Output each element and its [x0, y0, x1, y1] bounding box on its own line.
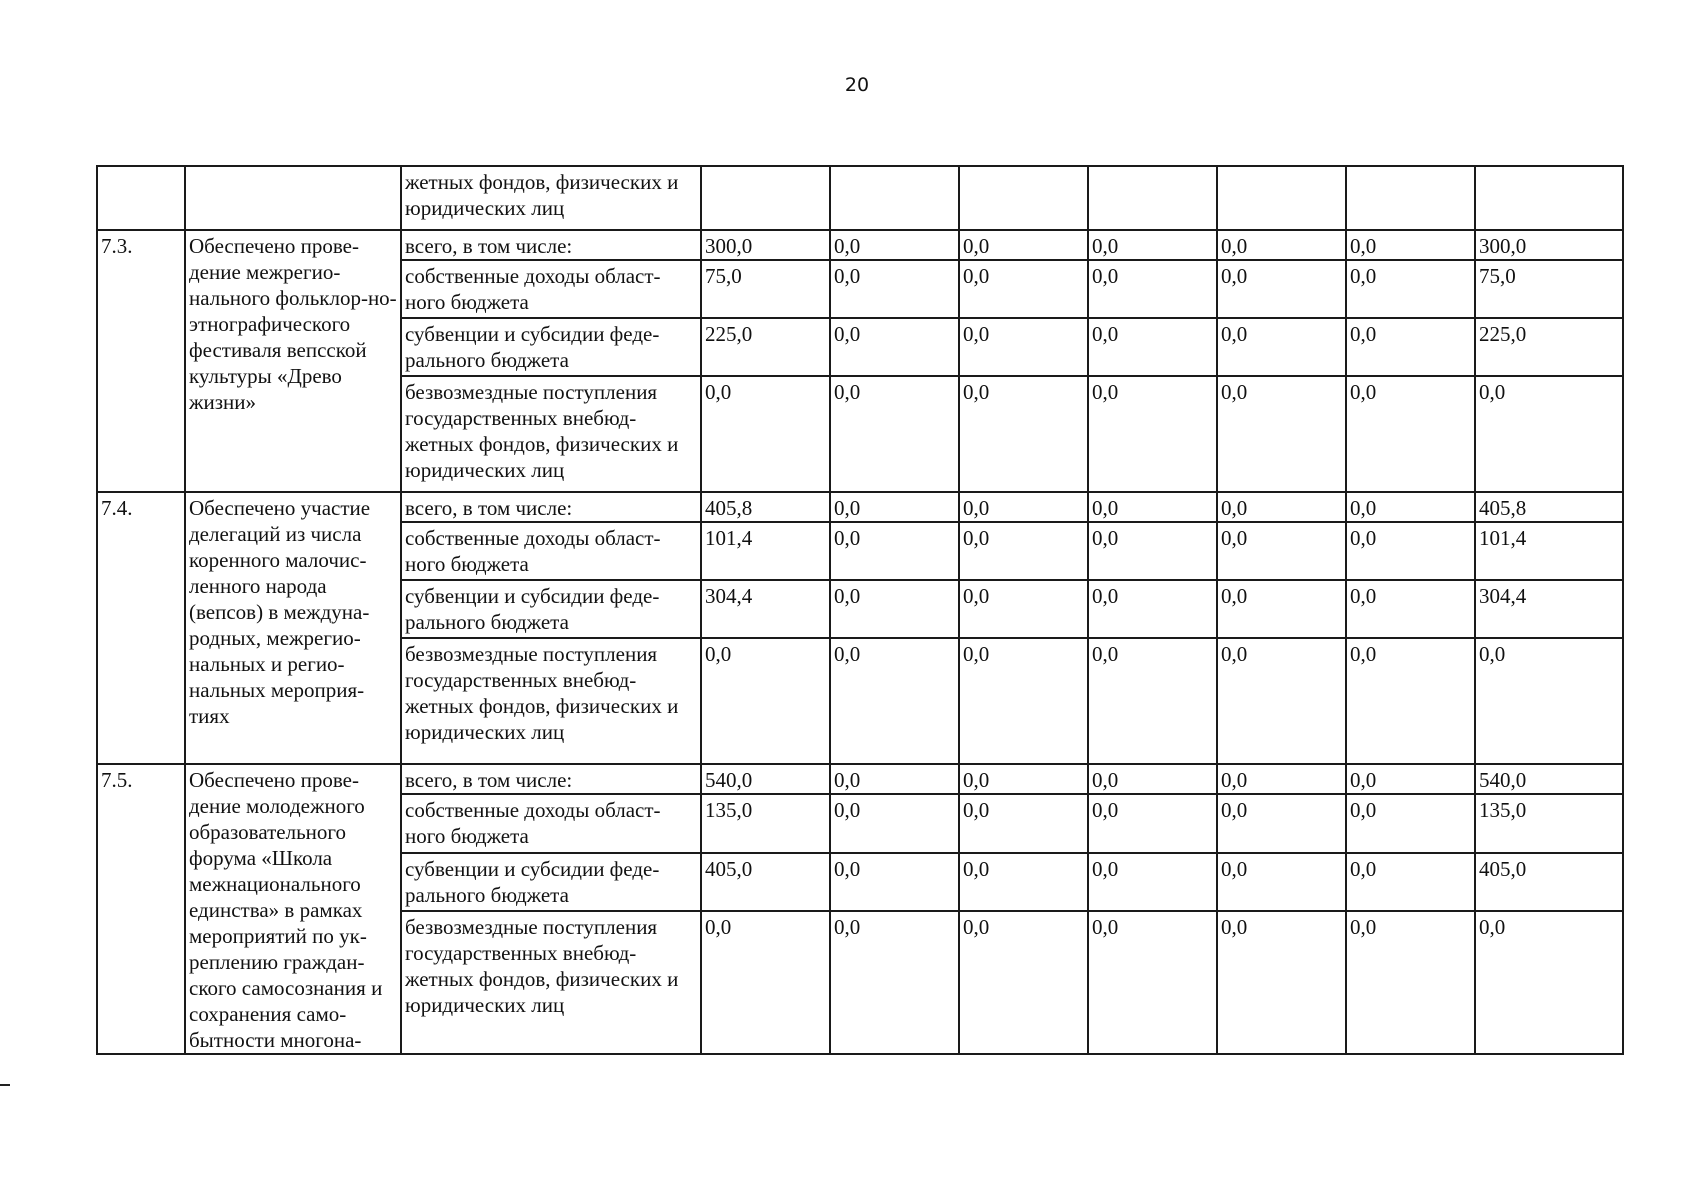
value-cell: 0,0 — [1217, 230, 1346, 260]
funding-source: собственные доходы област-ного бюджета — [401, 522, 701, 580]
value-cell: 0,0 — [1217, 376, 1346, 492]
value-cell: 135,0 — [701, 794, 830, 852]
value-cell: 300,0 — [701, 230, 830, 260]
value-cell: 0,0 — [1346, 522, 1475, 580]
value-cell: 0,0 — [1346, 853, 1475, 911]
value-cell: 0,0 — [1088, 318, 1217, 376]
value-cell: 0,0 — [1217, 911, 1346, 1054]
activity-name: Обеспечено участие делегаций из числа коренного малочис-ленного народа (вепсов) в междуна-родных, межрегио-нальных и регио-нальных мероприя-тиях — [185, 492, 401, 764]
value-cell: 0,0 — [1475, 376, 1623, 492]
value-cell: 0,0 — [1346, 376, 1475, 492]
value-cell: 0,0 — [1217, 853, 1346, 911]
item-number: 7.5. — [97, 764, 185, 1054]
funding-source: всего, в том числе: — [401, 492, 701, 522]
funding-source: собственные доходы област-ного бюджета — [401, 794, 701, 852]
value-cell — [830, 166, 959, 230]
value-cell — [701, 166, 830, 230]
value-cell: 0,0 — [830, 638, 959, 764]
value-cell: 304,4 — [1475, 580, 1623, 638]
value-cell: 0,0 — [1346, 492, 1475, 522]
value-cell: 0,0 — [1088, 853, 1217, 911]
value-cell: 0,0 — [701, 911, 830, 1054]
value-cell: 0,0 — [701, 638, 830, 764]
budget-table — [96, 165, 1624, 1055]
value-cell — [1346, 166, 1475, 230]
funding-source: субвенции и субсидии феде-рального бюджета — [401, 580, 701, 638]
value-cell: 300,0 — [1475, 230, 1623, 260]
value-cell: 0,0 — [959, 230, 1088, 260]
value-cell: 0,0 — [830, 260, 959, 318]
value-cell: 0,0 — [1217, 318, 1346, 376]
value-cell: 0,0 — [1088, 580, 1217, 638]
value-cell: 0,0 — [959, 580, 1088, 638]
value-cell: 0,0 — [1346, 638, 1475, 764]
value-cell: 0,0 — [959, 492, 1088, 522]
funding-source: всего, в том числе: — [401, 764, 701, 794]
value-cell: 225,0 — [701, 318, 830, 376]
value-cell: 0,0 — [830, 580, 959, 638]
funding-source: собственные доходы област-ного бюджета — [401, 260, 701, 318]
value-cell: 0,0 — [959, 764, 1088, 794]
source-cell: жетных фондов, физических и юридических лиц — [401, 166, 701, 230]
value-cell — [1475, 166, 1623, 230]
value-cell: 0,0 — [1217, 492, 1346, 522]
value-cell: 0,0 — [1217, 764, 1346, 794]
value-cell: 0,0 — [830, 318, 959, 376]
value-cell: 405,8 — [1475, 492, 1623, 522]
value-cell: 0,0 — [1088, 638, 1217, 764]
activity-name: Обеспечено прове-дение межрегио-нального фольклор-но-этнографического фестиваля вепсской культуры «Древо жизни» — [185, 230, 401, 492]
item-number: 7.3. — [97, 230, 185, 492]
value-cell: 225,0 — [1475, 318, 1623, 376]
page-number: 20 — [844, 74, 870, 96]
value-cell: 405,0 — [1475, 853, 1623, 911]
activity-name: Обеспечено прове-дение молодежного образовательного форума «Школа межнационального единства» в рамках мероприятий по ук-реплению граждан-ского самосознания и сохранения само-бытности многона- — [185, 764, 401, 1054]
value-cell: 0,0 — [1088, 492, 1217, 522]
value-cell: 75,0 — [1475, 260, 1623, 318]
value-cell: 0,0 — [830, 764, 959, 794]
table-row — [97, 230, 1623, 260]
value-cell: 0,0 — [1217, 794, 1346, 852]
table-row — [97, 492, 1623, 522]
value-cell: 0,0 — [959, 260, 1088, 318]
value-cell: 0,0 — [830, 492, 959, 522]
value-cell: 135,0 — [1475, 794, 1623, 852]
value-cell: 0,0 — [959, 522, 1088, 580]
value-cell: 0,0 — [1217, 260, 1346, 318]
value-cell: 0,0 — [1088, 230, 1217, 260]
value-cell: 0,0 — [1346, 911, 1475, 1054]
value-cell: 0,0 — [1346, 230, 1475, 260]
value-cell: 0,0 — [830, 376, 959, 492]
value-cell: 0,0 — [701, 376, 830, 492]
value-cell: 405,0 — [701, 853, 830, 911]
funding-source: всего, в том числе: — [401, 230, 701, 260]
name-cell — [185, 166, 401, 230]
value-cell: 540,0 — [1475, 764, 1623, 794]
value-cell — [959, 166, 1088, 230]
table-row-continuation — [97, 166, 1623, 230]
value-cell: 0,0 — [830, 522, 959, 580]
value-cell: 0,0 — [1088, 260, 1217, 318]
value-cell: 75,0 — [701, 260, 830, 318]
funding-source: безвозмездные поступления государственных внебюд-жетных фондов, физических и юридических лиц — [401, 376, 701, 492]
value-cell: 0,0 — [1217, 522, 1346, 580]
value-cell: 0,0 — [1346, 260, 1475, 318]
value-cell: 0,0 — [1088, 376, 1217, 492]
value-cell: 0,0 — [1475, 638, 1623, 764]
value-cell: 101,4 — [1475, 522, 1623, 580]
value-cell: 540,0 — [701, 764, 830, 794]
value-cell: 0,0 — [1088, 911, 1217, 1054]
margin-mark — [0, 1084, 10, 1086]
value-cell: 0,0 — [1088, 764, 1217, 794]
value-cell: 0,0 — [830, 794, 959, 852]
value-cell: 0,0 — [1088, 522, 1217, 580]
value-cell: 405,8 — [701, 492, 830, 522]
item-number: 7.4. — [97, 492, 185, 764]
funding-source: безвозмездные поступления государственных внебюд-жетных фондов, физических и юридических лиц — [401, 638, 701, 764]
value-cell: 0,0 — [1346, 764, 1475, 794]
value-cell: 304,4 — [701, 580, 830, 638]
value-cell: 101,4 — [701, 522, 830, 580]
funding-source: субвенции и субсидии феде-рального бюджета — [401, 318, 701, 376]
value-cell: 0,0 — [830, 911, 959, 1054]
value-cell: 0,0 — [830, 230, 959, 260]
value-cell: 0,0 — [959, 911, 1088, 1054]
value-cell — [1088, 166, 1217, 230]
value-cell: 0,0 — [959, 318, 1088, 376]
value-cell: 0,0 — [1346, 318, 1475, 376]
value-cell: 0,0 — [1475, 911, 1623, 1054]
value-cell: 0,0 — [959, 853, 1088, 911]
value-cell: 0,0 — [959, 376, 1088, 492]
funding-source: субвенции и субсидии феде-рального бюджета — [401, 853, 701, 911]
value-cell: 0,0 — [1217, 580, 1346, 638]
value-cell: 0,0 — [830, 853, 959, 911]
value-cell: 0,0 — [1217, 638, 1346, 764]
table-row — [97, 764, 1623, 794]
funding-source: безвозмездные поступления государственных внебюд-жетных фондов, физических и юридических лиц — [401, 911, 701, 1054]
value-cell: 0,0 — [959, 794, 1088, 852]
value-cell — [1217, 166, 1346, 230]
value-cell: 0,0 — [1088, 794, 1217, 852]
value-cell: 0,0 — [959, 638, 1088, 764]
value-cell: 0,0 — [1346, 580, 1475, 638]
table-body — [97, 166, 1623, 1054]
value-cell: 0,0 — [1346, 794, 1475, 852]
index-cell — [97, 166, 185, 230]
